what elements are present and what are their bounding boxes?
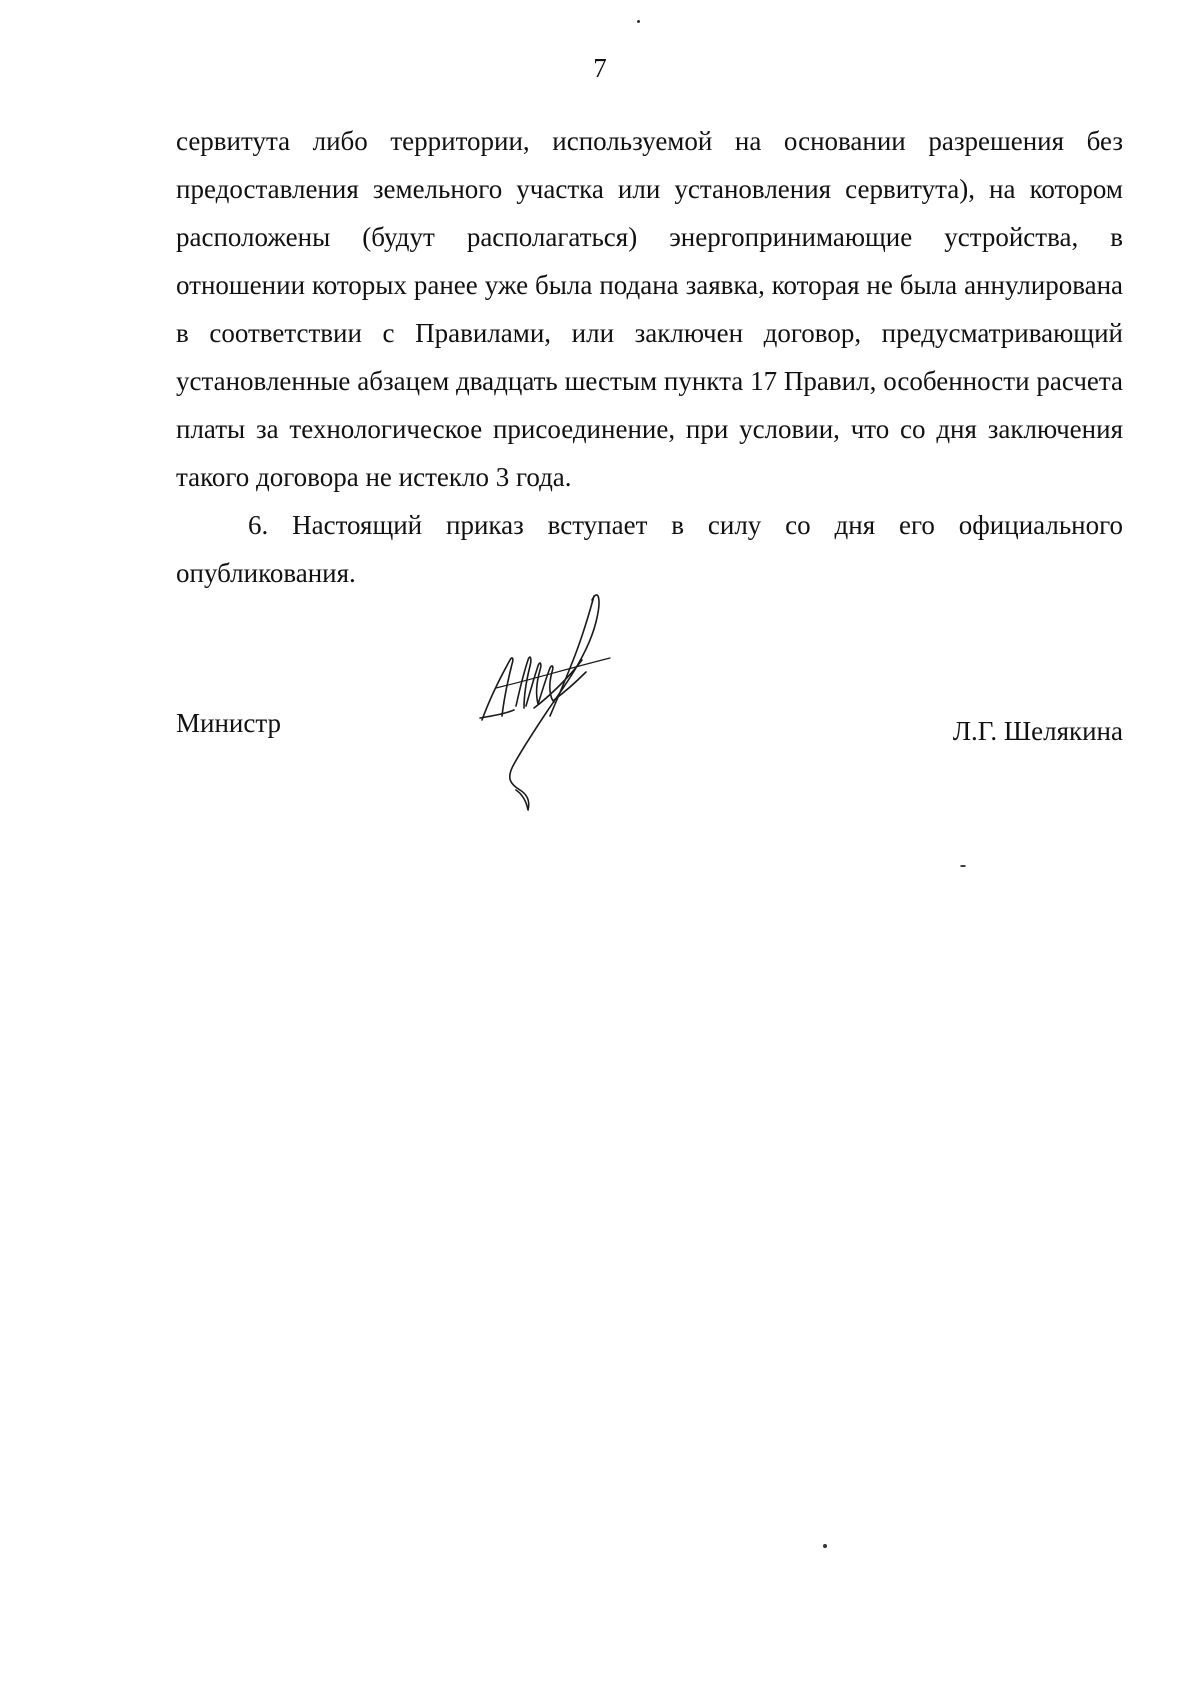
scan-speck — [823, 1544, 827, 1548]
signatory-name: Л.Г. Шелякина — [952, 716, 1123, 746]
paragraph-continuation: сервитута либо территории, используемой на основании разрешения без предоставления земельного участка или установления сервитута), на котором расположены (будут располагаться) энергопринимающие устройства, в отношении которых ранее уже была подана заявка, которая не была аннулирована в соответствии с Правилами, или заключен договор, предусматривающий установленные абзацем двадцать шестым пункта 17 Правил, особенности расчета платы за технологическое присоединение, при условии, что со дня заключения такого договора не истекло 3 года. — [176, 126, 1123, 492]
document-body — [176, 117, 1123, 597]
handwritten-signature — [470, 588, 620, 823]
scan-speck — [637, 20, 640, 23]
paragraph-item-6: 6. Настоящий приказ вступает в силу со дня его официального опубликования. — [176, 510, 1123, 588]
scan-speck — [960, 865, 966, 867]
signature-block — [176, 706, 1123, 746]
signatory-title: Министр — [176, 708, 281, 738]
page-number: 7 — [593, 53, 607, 83]
